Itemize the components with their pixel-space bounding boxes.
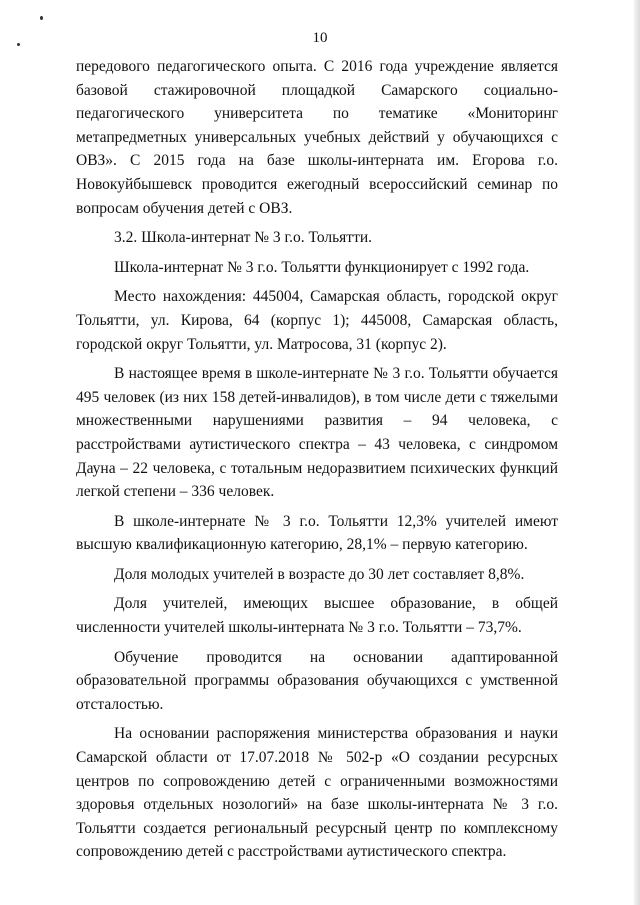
paragraph: Доля учителей, имеющих высшее образование, в общей численности учителей школы-интерната № 3 г.о. Тольятти – 73,7%. xyxy=(76,595,558,637)
page-number: 10 xyxy=(312,30,328,46)
paragraph: Место нахождения: 445004, Самарская область, городской округ Тольятти, ул. Кирова, 64 (корпус 1); 445008, Самарская область, городской округ Тольятти, ул. Матросова, 31 (корпус 2). xyxy=(76,288,558,353)
scan-edge xyxy=(634,0,640,905)
paragraph: Обучение проводится на основании адаптированной образовательной программы образования обучающихся с умственной отсталостью. xyxy=(76,648,558,713)
section-heading: 3.2. Школа-интернат № 3 г.о. Тольятти. xyxy=(114,229,373,247)
scan-speck xyxy=(40,16,43,20)
paragraph: На основании распоряжения министерства образования и науки Самарской области от 17.07.2018 № 502-р «О создании ресурсных центров по сопровождению детей с ограниченными возможностями здоровья отдельных нозологий» на базе школы-интерната № 3 г.о. Тольятти создается региональный ресурсный центр по комплексному сопровождению детей с расстройствами аутистического спектра. xyxy=(76,725,558,861)
paragraph: передового педагогического опыта. С 2016 года учреждение является базовой стажировочной площадкой Самарского социально-педагогического университета по тематике «Мониторинг метапредметных универсальных учебных действий у обучающихся с ОВЗ». С 2015 года на базе школы-интерната им. Егорова г.о. Новокуйбышевск проводится ежегодный всероссийский семинар по вопросам обучения детей с ОВЗ. xyxy=(76,58,558,217)
paragraph: Школа-интернат № 3 г.о. Тольятти функционирует с 1992 года. xyxy=(114,258,530,276)
body-text xyxy=(76,55,558,870)
paragraph: В школе-интернате № 3 г.о. Тольятти 12,3% учителей имеют высшую квалификационную категорию, 28,1% – первую категорию. xyxy=(76,512,558,554)
paragraph: Доля молодых учителей в возрасте до 30 лет составляет 8,8%. xyxy=(114,565,525,583)
paragraph: В настоящее время в школе-интернате № 3 г.о. Тольятти обучается 495 человек (из них 158 детей-инвалидов), в том числе дети с тяжелыми множественными нарушениями развития – 94 человека, с расстройствами аутистического спектра – 43 человека, с синдромом Дауна – 22 человека, с тотальным недоразвитием психических функций легкой степени – 336 человек. xyxy=(76,365,558,501)
